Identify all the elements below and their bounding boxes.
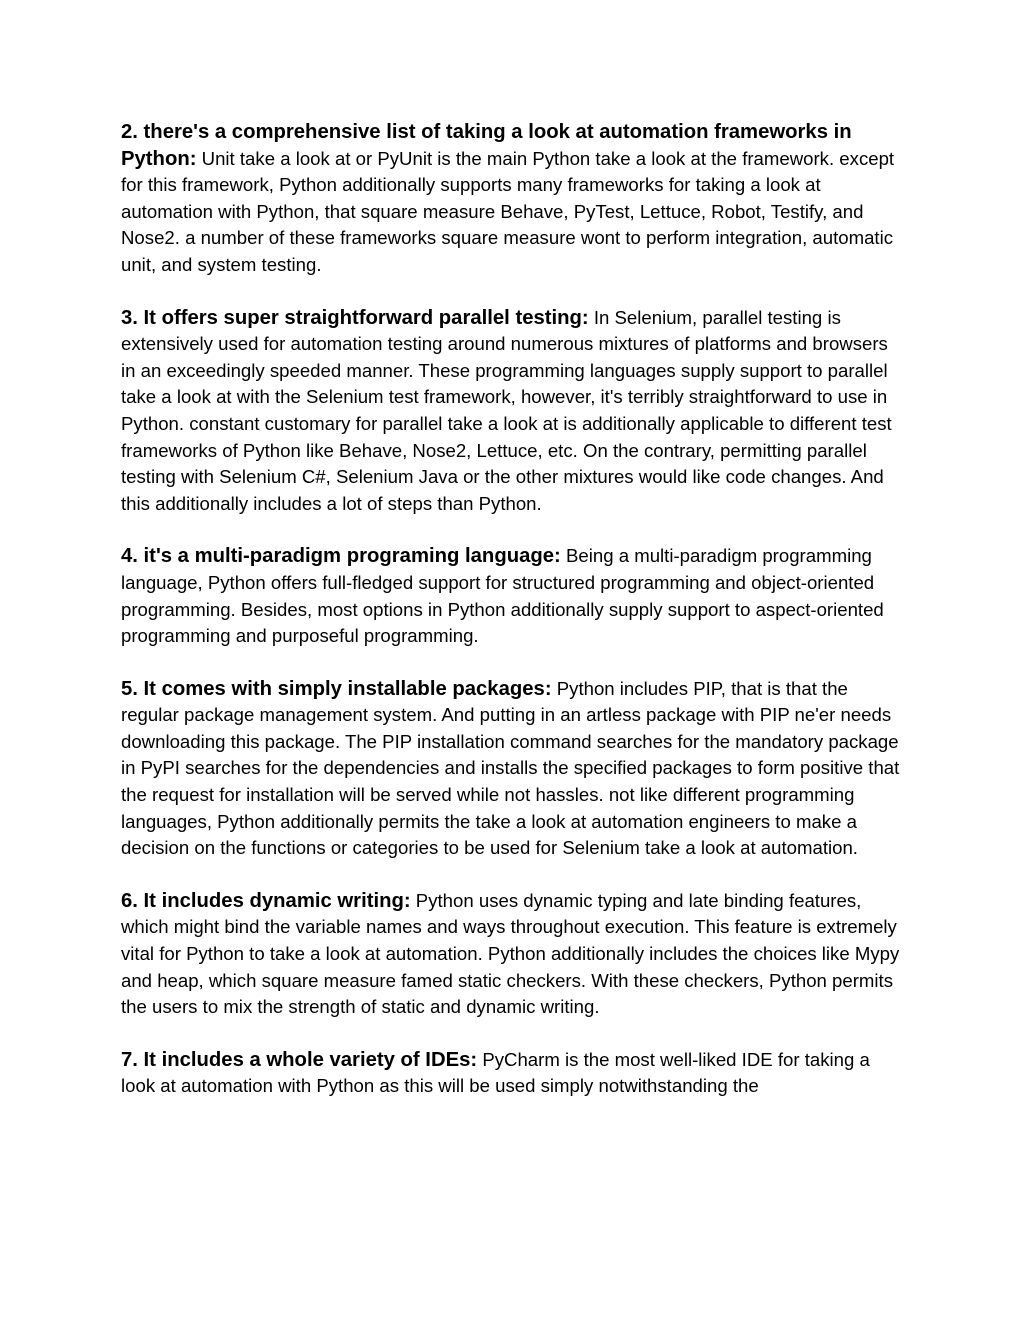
- document-page: [121, 119, 905, 1126]
- paragraph-heading: 7. It includes a whole variety of IDEs:: [121, 1048, 478, 1071]
- paragraph-packages: [121, 676, 905, 862]
- paragraph-parallel-testing: [121, 305, 905, 518]
- paragraph-body: Python includes PIP, that is that the regular package management system. And putting in an artless package with PIP ne'er needs downloading this package. The PIP installation command searches for the mandatory package in PyPI searches for the dependencies and installs the specified packages to form positive that the request for installation will be served while not hassles. not like different programming languages, Python additionally permits the take a look at automation engineers to make a decision on the functions or categories to be used for Selenium take a look at automation.: [121, 677, 900, 859]
- paragraph-multi-paradigm: [121, 543, 905, 649]
- paragraph-heading: 3. It offers super straightforward parallel testing:: [121, 306, 589, 329]
- paragraph-dynamic-writing: [121, 888, 905, 1021]
- paragraph-frameworks: [121, 119, 905, 279]
- paragraph-heading: 6. It includes dynamic writing:: [121, 889, 411, 912]
- paragraph-body: PyCharm is the most well-liked IDE for taking a look at automation with Python as this will be used simply notwithstanding the: [121, 1048, 870, 1097]
- paragraph-body: Being a multi-paradigm programming language, Python offers full-fledged support for structured programming and object-oriented programming. Besides, most options in Python additionally supply support to aspect-oriented programming and purposeful programming.: [121, 545, 884, 647]
- paragraph-heading: 4. it's a multi-paradigm programing language:: [121, 545, 561, 568]
- paragraph-ides: [121, 1047, 905, 1100]
- paragraph-body: In Selenium, parallel testing is extensively used for automation testing around numerous mixtures of platforms and browsers in an exceedingly speeded manner. These programming languages supply support to parallel take a look at with the Selenium test framework, however, it's terribly straightforward to use in Python. constant customary for parallel take a look at is additionally applicable to different test frameworks of Python like Behave, Nose2, Lettuce, etc. On the contrary, permitting parallel testing with Selenium C#, Selenium Java or the other mixtures would like code changes. And this additionally includes a lot of steps than Python.: [121, 306, 892, 514]
- paragraph-heading: 5. It comes with simply installable packages:: [121, 677, 552, 700]
- paragraph-body: Python uses dynamic typing and late binding features, which might bind the variable names and ways throughout execution. This feature is extremely vital for Python to take a look at automation. Python additionally includes the choices like Mypy and heap, which square measure famed static checkers. With these checkers, Python permits the users to mix the strength of static and dynamic writing.: [121, 889, 900, 1018]
- paragraph-body: Unit take a look at or PyUnit is the main Python take a look at the framework. except for this framework, Python additionally supports many frameworks for taking a look at automation with Python, that square measure Behave, PyTest, Lettuce, Robot, Testify, and Nose2. a number of these frameworks square measure wont to perform integration, automatic unit, and system testing.: [121, 147, 895, 275]
- paragraph-heading: 2. there's a comprehensive list of taking a look at automation frameworks in Python:: [121, 121, 852, 170]
